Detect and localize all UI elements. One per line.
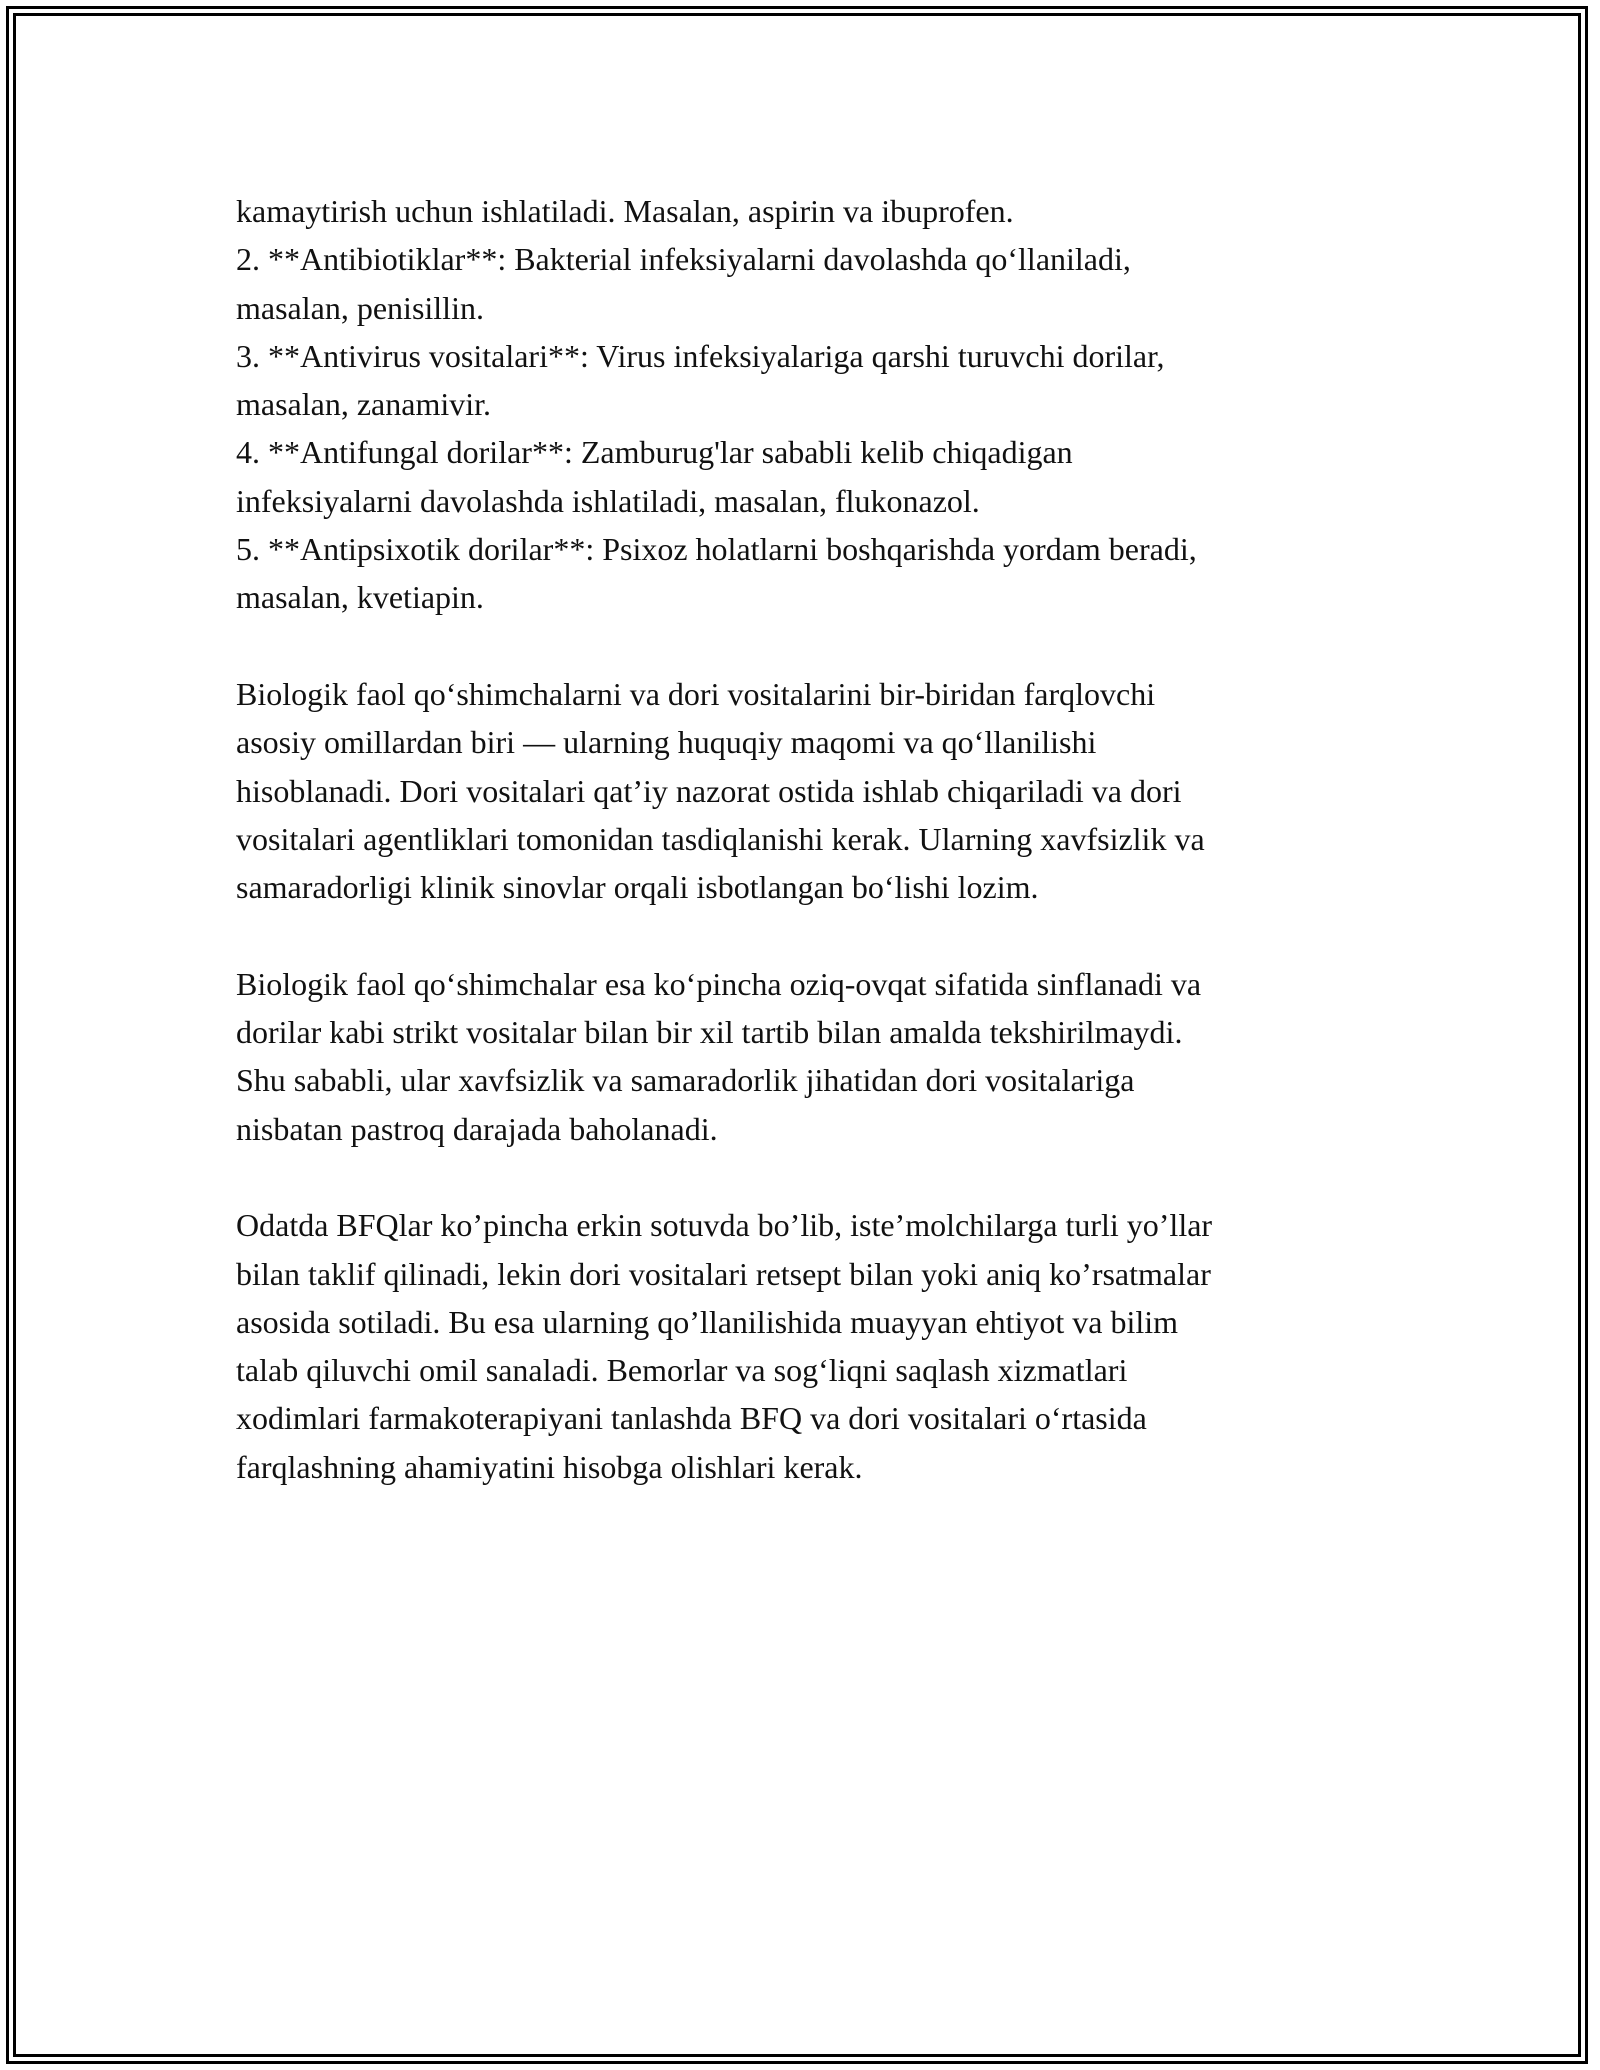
text-line: hisoblanadi. Dori vositalari qat’iy nazorat ostida ishlab chiqariladi va dori bbox=[236, 772, 1182, 809]
text-line: talab qiluvchi omil sanaladi. Bemorlar va sog‘liqni saqlash xizmatlari bbox=[236, 1352, 1128, 1389]
text-line: Biologik faol qo‘shimchalar esa ko‘pincha oziq-ovqat sifatida sinflanadi va bbox=[236, 965, 1202, 1002]
text-line: samaradorligi klinik sinovlar orqali isbotlangan bo‘lishi lozim. bbox=[236, 869, 1039, 906]
text-line: Odatda BFQlar ko’pincha erkin sotuvda bo’lib, iste’molchilarga turli yo’llar bbox=[236, 1207, 1213, 1244]
text-line: vositalari agentliklari tomonidan tasdiqlanishi kerak. Ularning xavfsizlik va bbox=[236, 820, 1205, 857]
list-item-antivirus: 3. **Antivirus vositalari**: Virus infeksiyalariga qarshi turuvchi dorilar, bbox=[236, 337, 1165, 374]
paragraph-legal-status bbox=[236, 670, 1366, 911]
text-line: Biologik faol qo‘shimchalarni va dori vositalarini bir-biridan farqlovchi bbox=[236, 675, 1156, 712]
paragraph-sales-distinction bbox=[236, 1201, 1366, 1491]
text-line: xodimlari farmakoterapiyani tanlashda BFQ va dori vositalari o‘rtasida bbox=[236, 1400, 1147, 1437]
list-item-antibiotics: 2. **Antibiotiklar**: Bakterial infeksiyalarni davolashda qo‘llaniladi, bbox=[236, 241, 1131, 278]
text-line: asosida sotiladi. Bu esa ularning qo’llanilishida muayyan ehtiyot va bilim bbox=[236, 1303, 1179, 1340]
paragraph-supplement-classification bbox=[236, 960, 1366, 1153]
text-line: masalan, zanamivir. bbox=[236, 386, 492, 423]
list-item-antipsychotic: 5. **Antipsixotik dorilar**: Psixoz holatlarni boshqarishda yordam beradi, bbox=[236, 531, 1197, 568]
text-line: farqlashning ahamiyatini hisobga olishlari kerak. bbox=[236, 1448, 863, 1485]
text-line: asosiy omillardan biri — ularning huquqiy maqomi va qo‘llanilishi bbox=[236, 724, 1097, 761]
text-line: infeksiyalarni davolashda ishlatiladi, masalan, flukonazol. bbox=[236, 482, 980, 519]
text-line: masalan, kvetiapin. bbox=[236, 579, 484, 616]
text-line: dorilar kabi strikt vositalar bilan bir xil tartib bilan amalda tekshirilmaydi. bbox=[236, 1014, 1183, 1051]
text-line: bilan taklif qilinadi, lekin dori vositalari retsept bilan yoki aniq ko’rsatmalar bbox=[236, 1255, 1211, 1292]
text-line: kamaytirish uchun ishlatiladi. Masalan, aspirin va ibuprofen. bbox=[236, 193, 1014, 229]
text-line: masalan, penisillin. bbox=[236, 289, 484, 326]
text-line: nisbatan pastroq darajada baholanadi. bbox=[236, 1110, 718, 1147]
paragraph-medication-list bbox=[236, 187, 1366, 622]
text-line: Shu sababli, ular xavfsizlik va samaradorlik jihatidan dori vositalariga bbox=[236, 1062, 1135, 1099]
document-body bbox=[236, 187, 1366, 1491]
list-item-antifungal: 4. **Antifungal dorilar**: Zamburug'lar sababli kelib chiqadigan bbox=[236, 434, 1073, 471]
